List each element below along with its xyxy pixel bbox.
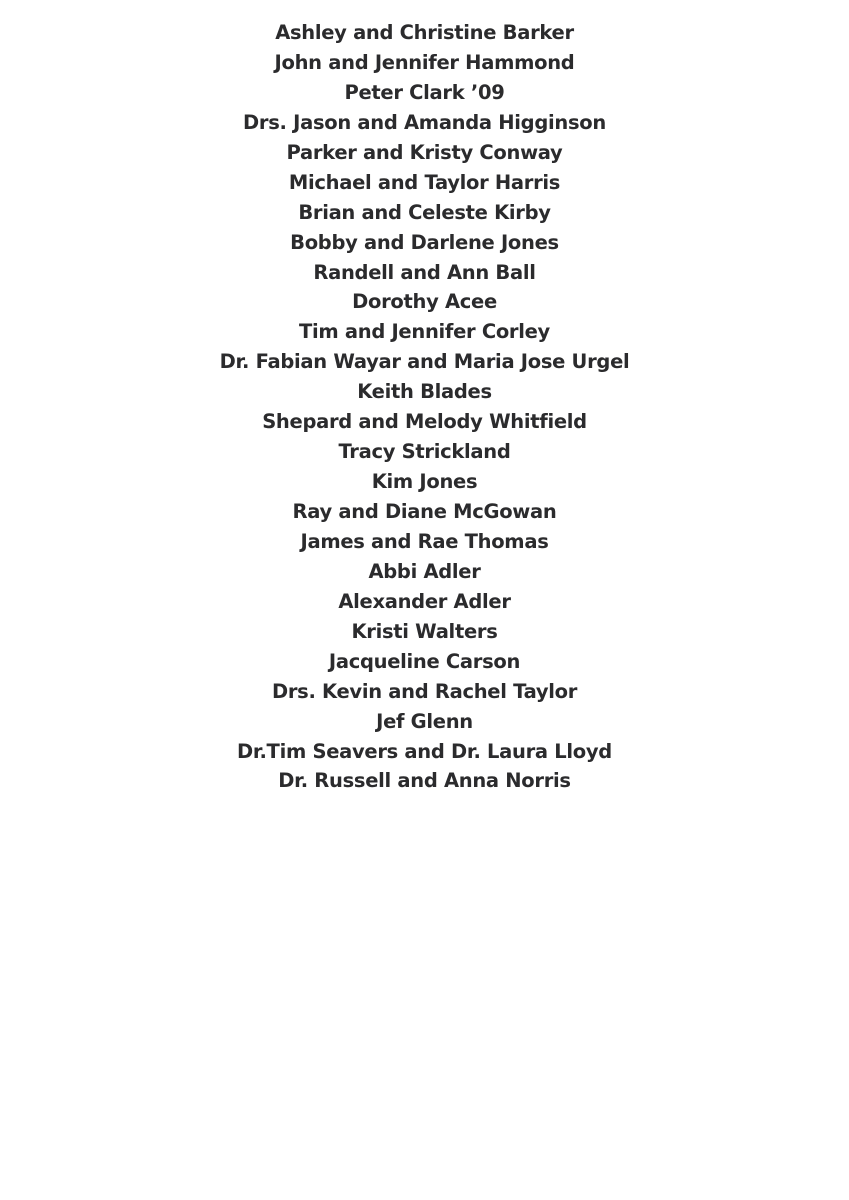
- name-entry: Parker and Kristy Conway: [286, 140, 563, 164]
- name-entry: Dorothy Acee: [352, 290, 497, 314]
- name-entry: Keith Blades: [357, 380, 492, 404]
- name-entry: Dr. Russell and Anna Norris: [278, 769, 571, 793]
- name-entry: Drs. Jason and Amanda Higginson: [243, 110, 606, 134]
- name-entry: Drs. Kevin and Rachel Taylor: [271, 679, 578, 703]
- name-entry: James and Rae Thomas: [300, 529, 549, 553]
- name-entry: Brian and Celeste Kirby: [298, 200, 551, 224]
- name-entry: Tim and Jennifer Corley: [299, 320, 550, 344]
- name-entry: Peter Clark ’09: [344, 80, 505, 104]
- name-entry: Shepard and Melody Whitfield: [262, 410, 587, 434]
- name-entry: Kim Jones: [371, 470, 478, 494]
- name-entry: Abbi Adler: [368, 559, 481, 583]
- name-entry: Alexander Adler: [338, 589, 511, 613]
- name-entry: Michael and Taylor Harris: [288, 170, 561, 194]
- name-entry: Ashley and Christine Barker: [275, 21, 574, 44]
- donor-name-list: [0, 18, 849, 796]
- name-entry: Tracy Strickland: [338, 440, 511, 464]
- name-entry: Dr.Tim Seavers and Dr. Laura Lloyd: [237, 739, 612, 763]
- name-entry: Kristi Walters: [351, 619, 498, 643]
- name-entry: Ray and Diane McGowan: [292, 500, 557, 523]
- name-entry: John and Jennifer Hammond: [274, 50, 575, 74]
- name-entry: Jacqueline Carson: [328, 649, 521, 673]
- name-entry: Randell and Ann Ball: [313, 260, 536, 284]
- name-entry: Bobby and Darlene Jones: [290, 230, 559, 254]
- name-entry: Dr. Fabian Wayar and Maria Jose Urgel: [219, 350, 630, 374]
- name-entry: Jef Glenn: [376, 709, 473, 733]
